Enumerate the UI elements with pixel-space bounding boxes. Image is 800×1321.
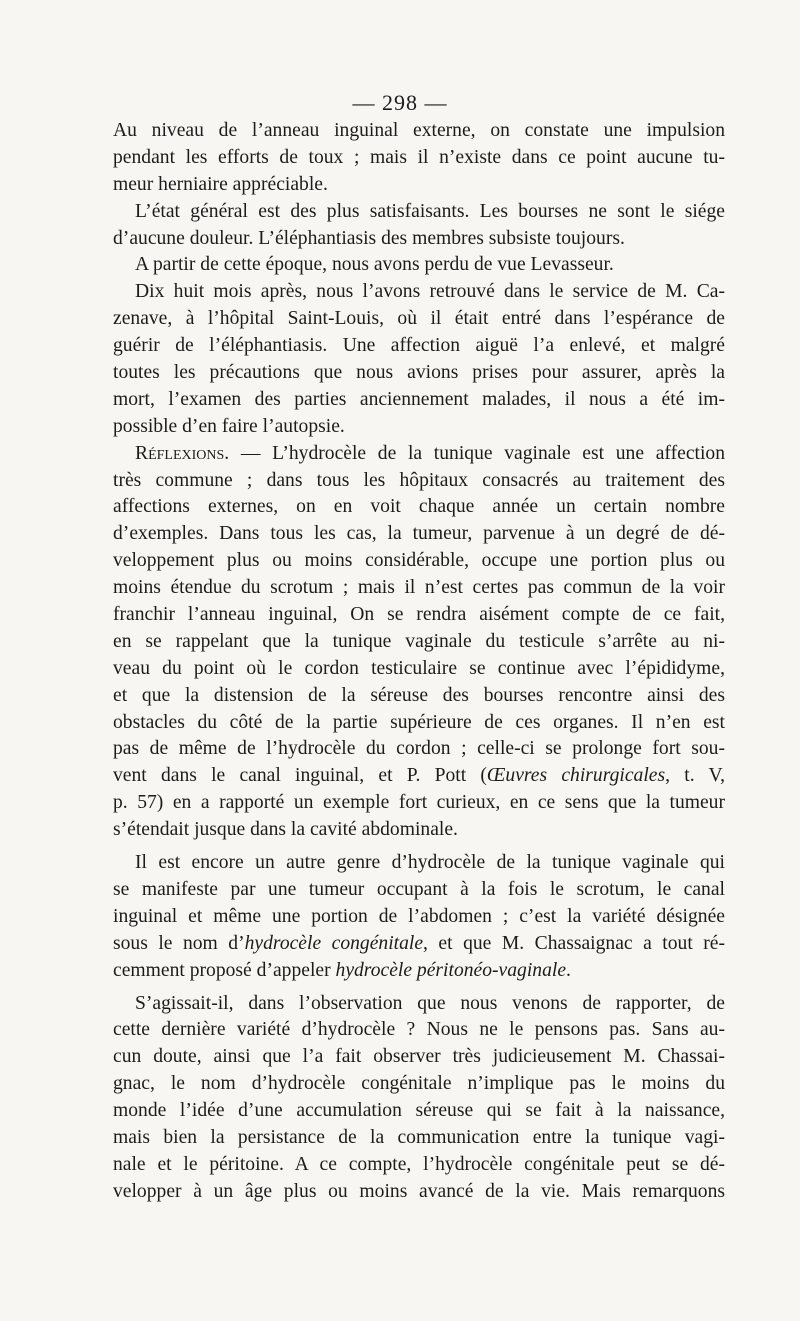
text-line: S’agissait-il, dans l’observation que nous venons de rapporter, de: [135, 992, 725, 1014]
text-line: inguinal et même une portion de l’abdomen ; c’est la variété désignée: [113, 905, 725, 927]
text-line: monde l’idée d’une accumulation séreuse qui se fait à la naissance,: [113, 1100, 725, 1122]
text-segment: cemment proposé d’appeler: [113, 959, 336, 981]
text-line: [113, 763, 725, 790]
text-line: meur herniaire appréciable.: [113, 173, 328, 195]
text-line: nale et le péritoine. A ce compte, l’hydrocèle congénitale peut se dé-: [113, 1153, 725, 1175]
page-number: — 298 —: [352, 90, 448, 115]
text-line: mort, l’examen des parties anciennement malades, il nous a été im-: [113, 388, 725, 410]
text-line: Dix huit mois après, nous l’avons retrouvé dans le service de M. Ca-: [135, 281, 725, 303]
text-line: d’aucune douleur. L’éléphantiasis des membres subsiste toujours.: [113, 227, 625, 249]
text-segment: , et que M. Chassaignac a tout ré-: [423, 932, 725, 954]
text-line: [113, 931, 725, 958]
text-line: pas de même de l’hydrocèle du cordon ; celle-ci se prolonge fort sou-: [113, 738, 725, 760]
text-line: Il est encore un autre genre d’hydrocèle de la tunique vaginale qui: [135, 852, 725, 874]
text-line: velopper à un âge plus ou moins avancé de la vie. Mais remarquons: [113, 1180, 725, 1202]
text-line: obstacles du côté de la partie supérieure de ces organes. Il n’en est: [113, 711, 725, 733]
text-line: [113, 958, 725, 985]
text-segment: .: [566, 959, 571, 981]
text-line: cette dernière variété d’hydrocèle ? Nous ne le pensons pas. Sans au-: [113, 1019, 725, 1041]
text-line: veloppement plus ou moins considérable, occupe une portion plus ou: [113, 550, 725, 572]
text-line: en se rappelant que la tunique vaginale du testicule s’arrête au ni-: [113, 630, 725, 652]
text-line: gnac, le nom d’hydrocèle congénitale n’implique pas le moins du: [113, 1073, 725, 1095]
section-heading: Réflexions.: [135, 442, 230, 464]
text-segment: — L’hydrocèle de la tunique vaginale est une affection: [229, 442, 725, 464]
text-line: A partir de cette époque, nous avons perdu de vue Levasseur.: [135, 254, 614, 276]
text-segment: , t. V,: [665, 765, 725, 787]
text-line: d’exemples. Dans tous les cas, la tumeur, parvenue à un degré de dé-: [113, 523, 725, 545]
text-line: cun doute, ainsi que l’a fait observer très judicieusement M. Chassai-: [113, 1046, 725, 1068]
text-line: possible d’en faire l’autopsie.: [113, 415, 345, 437]
text-line: et que la distension de la séreuse des bourses rencontre ainsi des: [113, 684, 725, 706]
text-segment: sous le nom d’: [113, 932, 245, 954]
text-line: se manifeste par une tumeur occupant à la fois le scrotum, le canal: [113, 878, 725, 900]
text-line: s’étendait jusque dans la cavité abdominale.: [113, 819, 458, 841]
italic-term: hydrocèle congénitale: [244, 932, 424, 954]
text-line: p. 57) en a rapporté un exemple fort curieux, en ce sens que la tumeur: [113, 792, 725, 814]
text-line: guérir de l’éléphantiasis. Une affection aiguë l’a enlevé, et malgré: [113, 335, 725, 357]
text-line: [113, 441, 725, 468]
text-line: zenave, à l’hôpital Saint-Louis, où il était entré dans l’espérance de: [113, 308, 725, 330]
text-line: moins étendue du scrotum ; mais il n’est certes pas commun de la voir: [113, 577, 725, 599]
text-line: Au niveau de l’anneau inguinal externe, on constate une impulsion: [113, 120, 725, 141]
text-line: mais bien la persistance de la communication entre la tunique vagi-: [113, 1126, 725, 1148]
text-line: très commune ; dans tous les hôpitaux consacrés au traitement des: [113, 469, 725, 491]
text-line: pendant les efforts de toux ; mais il n’existe dans ce point aucune tu-: [113, 146, 725, 168]
text-line: toutes les précautions que nous avions prises pour assurer, après la: [113, 362, 725, 384]
text-line: veau du point où le cordon testiculaire se continue avec l’épididyme,: [113, 657, 725, 679]
text-line: L’état général est des plus satisfaisants. Les bourses ne sont le siége: [135, 200, 725, 222]
text-segment: vent dans le canal inguinal, et P. Pott (: [113, 765, 487, 787]
italic-term: hydrocèle péritonéo-vaginale: [335, 959, 567, 981]
text-line: franchir l’anneau inguinal, On se rendra aisément compte de ce fait,: [113, 604, 725, 626]
italic-title: Œuvres chirurgicales: [486, 765, 666, 787]
body-text: [113, 118, 725, 1206]
text-line: affections externes, on en voit chaque année un certain nombre: [113, 496, 725, 518]
